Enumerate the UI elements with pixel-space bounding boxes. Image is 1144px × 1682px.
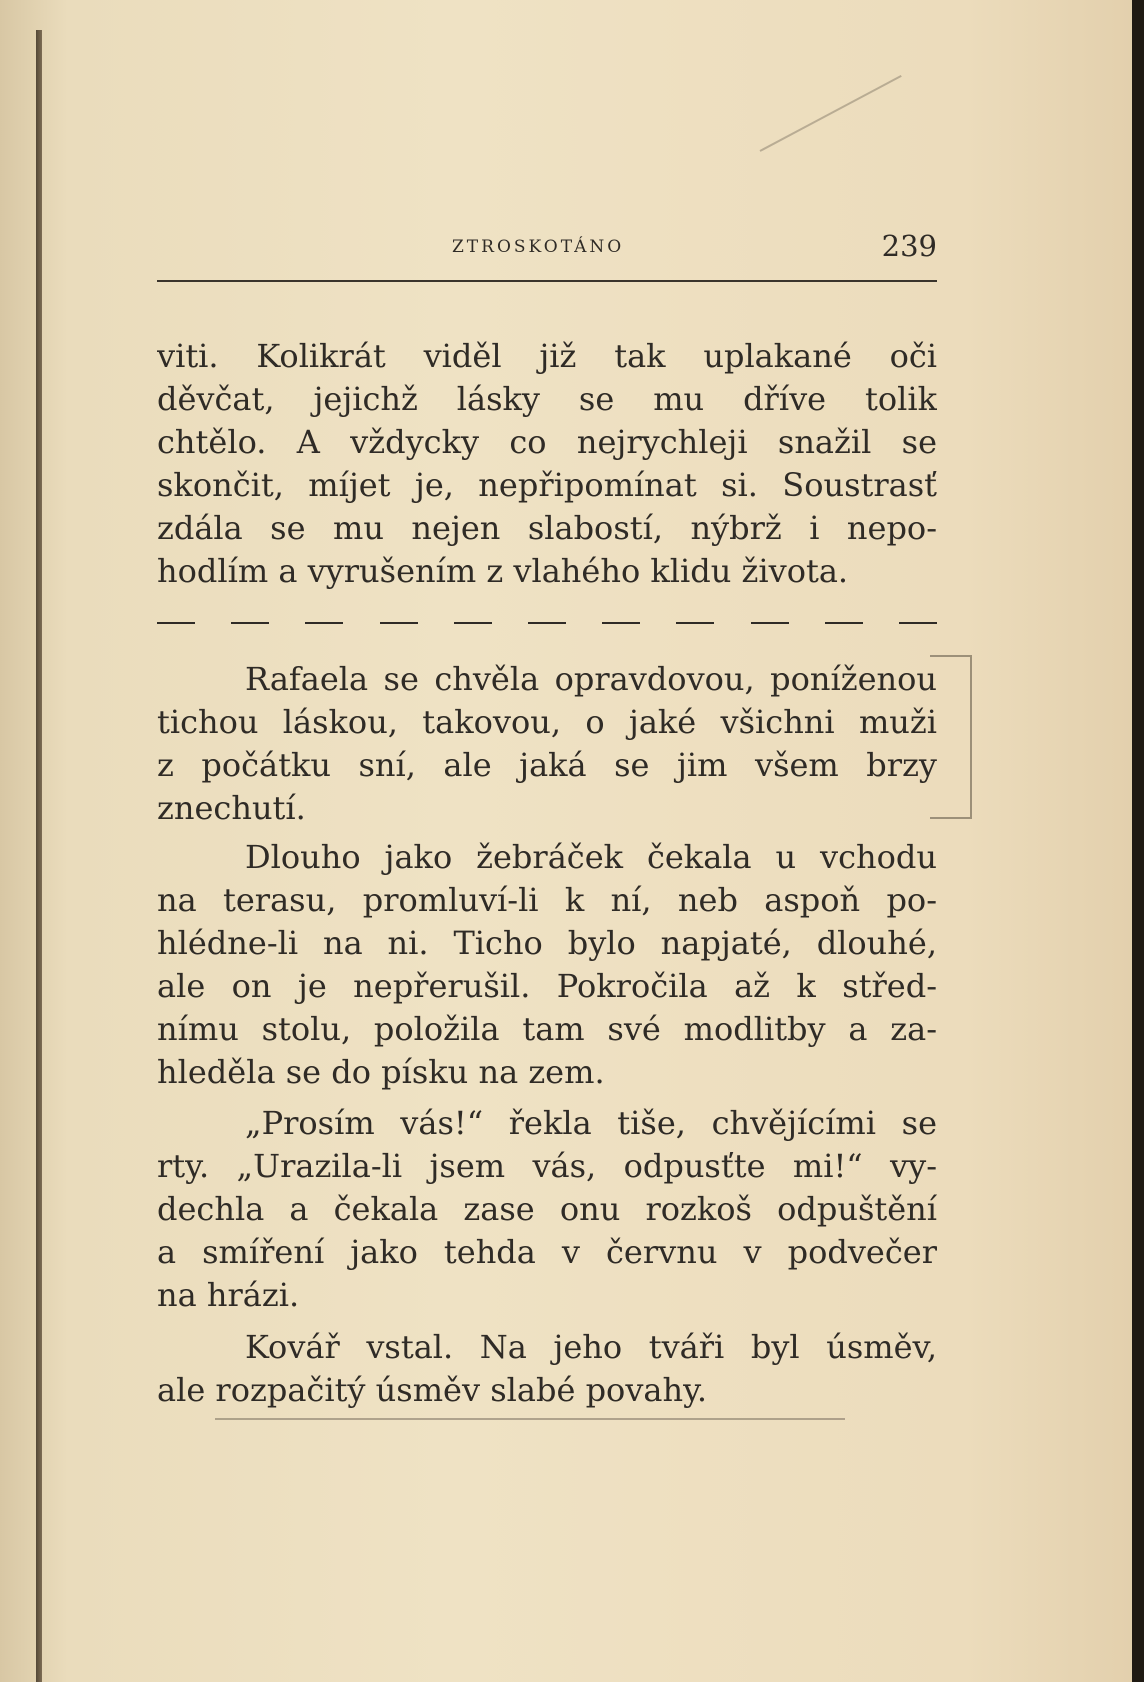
text-line: Kovář vstal. Na jeho tváři byl úsměv, [245,1328,937,1366]
page-edge-shadow [1132,0,1144,1682]
text-line: ale rozpačitý úsměv slabé povahy. [157,1371,708,1409]
text-line: Dlouho jako žebráček čekala u vchodu [245,838,937,876]
text-line: děvčat, jejichž lásky se mu dříve tolik [157,380,937,418]
text-line: a smíření jako tehda v červnu v podvečer [157,1233,937,1271]
page-number: 239 [881,229,937,263]
text-line: „Prosím vás!“ řekla tiše, chvějícími se [245,1104,937,1142]
separator-dash [528,622,566,624]
text-line: na terasu, promluví-li k ní, neb aspoň po- [157,881,937,919]
separator-dash [602,622,640,624]
text-line: skončit, míjet je, nepřipomínat si. Soustrasť [157,466,937,504]
text-line: hleděla se do písku na zem. [157,1053,605,1091]
text-line: zdála se mu nejen slabostí, nýbrž i nepo- [157,509,937,547]
running-head [157,229,937,269]
text-line: znechutí. [157,789,306,827]
separator-dash [231,622,269,624]
chapter-title: ZTROSKOTÁNO [452,237,625,257]
text-line: nímu stolu, položila tam své modlitby a za- [157,1010,937,1048]
separator-dash [157,622,195,624]
text-line: tichou láskou, takovou, o jaké všichni muži [157,703,937,741]
text-line: na hrázi. [157,1276,300,1314]
separator-dash [676,622,714,624]
text-line: Rafaela se chvěla opravdovou, poníženou [245,660,937,698]
text-line: hodlím a vyrušením z vlahého klidu života. [157,552,849,590]
text-line: z počátku sní, ale jaká se jim všem brzy [157,746,937,784]
text-line: viti. Kolikrát viděl již tak uplakané oči [157,337,937,375]
separator-dash [825,622,863,624]
section-separator [157,608,937,638]
pencil-mark [760,75,902,152]
binding-gutter [36,30,42,1682]
separator-dash [751,622,789,624]
text-line: hlédne-li na ni. Ticho bylo napjaté, dlouhé, [157,924,937,962]
separator-dash [305,622,343,624]
text-line: dechla a čekala zase onu rozkoš odpuštění [157,1190,937,1228]
pencil-underline [215,1418,845,1420]
separator-dash [899,622,937,624]
text-line: rty. „Urazila-li jsem vás, odpusťte mi!“ vy- [157,1147,937,1185]
separator-dash [380,622,418,624]
header-rule [157,280,937,282]
text-line: ale on je nepřerušil. Pokročila až k střed- [157,967,937,1005]
text-line: chtělo. A vždycky co nejrychleji snažil se [157,423,937,461]
separator-dash [454,622,492,624]
